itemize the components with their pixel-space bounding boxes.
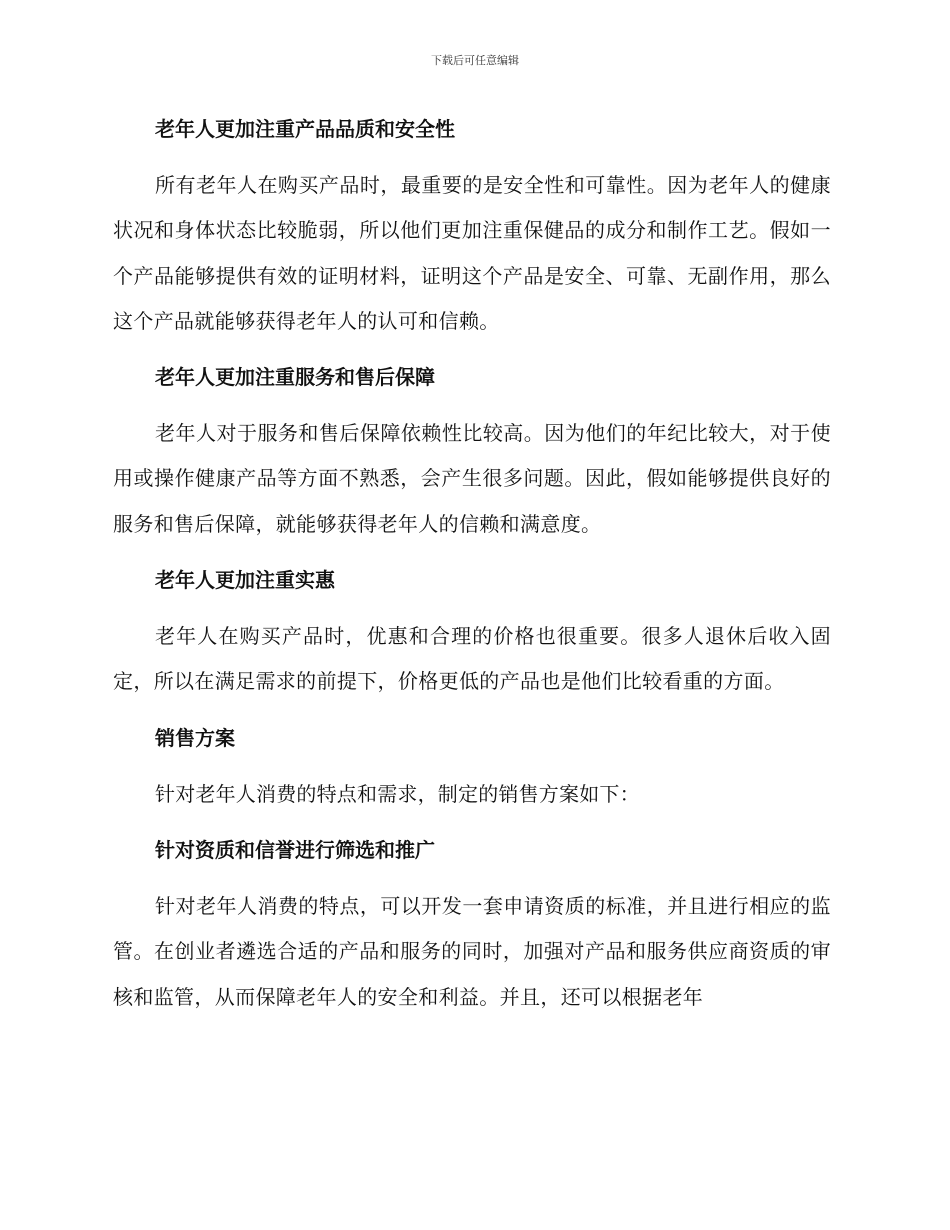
spacer	[113, 705, 831, 716]
paragraph-quality-safety: 所有老年人在购买产品时，最重要的是安全性和可靠性。因为老年人的健康状况和身体状态比较脆弱，所以他们更加注重保健品的成分和制作工艺。假如一个产品能够提供有效的证明材料，证明这个产品是安全、可靠、无副作用，那么这个产品就能够获得老年人的认可和信赖。	[113, 173, 831, 333]
paragraph-screening: 针对老年人消费的特点，可以开发一套申请资质的标准，并且进行相应的监管。在创业者遴选合适的产品和服务的同时，加强对产品和服务供应商资质的审核和监管，从而保障老年人的安全和利益。并且，还可以根据老年	[113, 893, 831, 1009]
spacer	[113, 400, 831, 411]
section-heading-quality-safety: 老年人更加注重产品品质和安全性	[155, 117, 455, 141]
spacer	[113, 344, 831, 355]
section-heading-screening: 针对资质和信誉进行筛选和推广	[155, 837, 435, 862]
spacer	[113, 603, 831, 614]
spacer	[113, 761, 831, 772]
paragraph-affordability: 老年人在购买产品时，优惠和合理的价格也很重要。很多人退休后收入固定，所以在满足需求的前提下，价格更低的产品也是他们比较看重的方面。	[113, 624, 831, 694]
paragraph-sales-plan: 针对老年人消费的特点和需求，制定的销售方案如下：	[155, 781, 640, 806]
paragraph-service: 老年人对于服务和售后保障依赖性比较高。因为他们的年纪比较大，对于使用或操作健康产品等方面不熟悉，会产生很多问题。因此，假如能够提供良好的服务和售后保障，就能够获得老年人的信赖和满意度。	[113, 421, 831, 536]
spacer	[113, 547, 831, 558]
spacer	[113, 152, 831, 163]
section-heading-sales-plan: 销售方案	[155, 725, 235, 750]
page-header: 下载后可任意编辑	[431, 54, 519, 67]
spacer	[113, 817, 831, 828]
section-heading-affordability: 老年人更加注重实惠	[155, 568, 335, 593]
document-body	[113, 107, 831, 1020]
spacer	[113, 873, 831, 884]
section-heading-service: 老年人更加注重服务和售后保障	[155, 365, 435, 390]
